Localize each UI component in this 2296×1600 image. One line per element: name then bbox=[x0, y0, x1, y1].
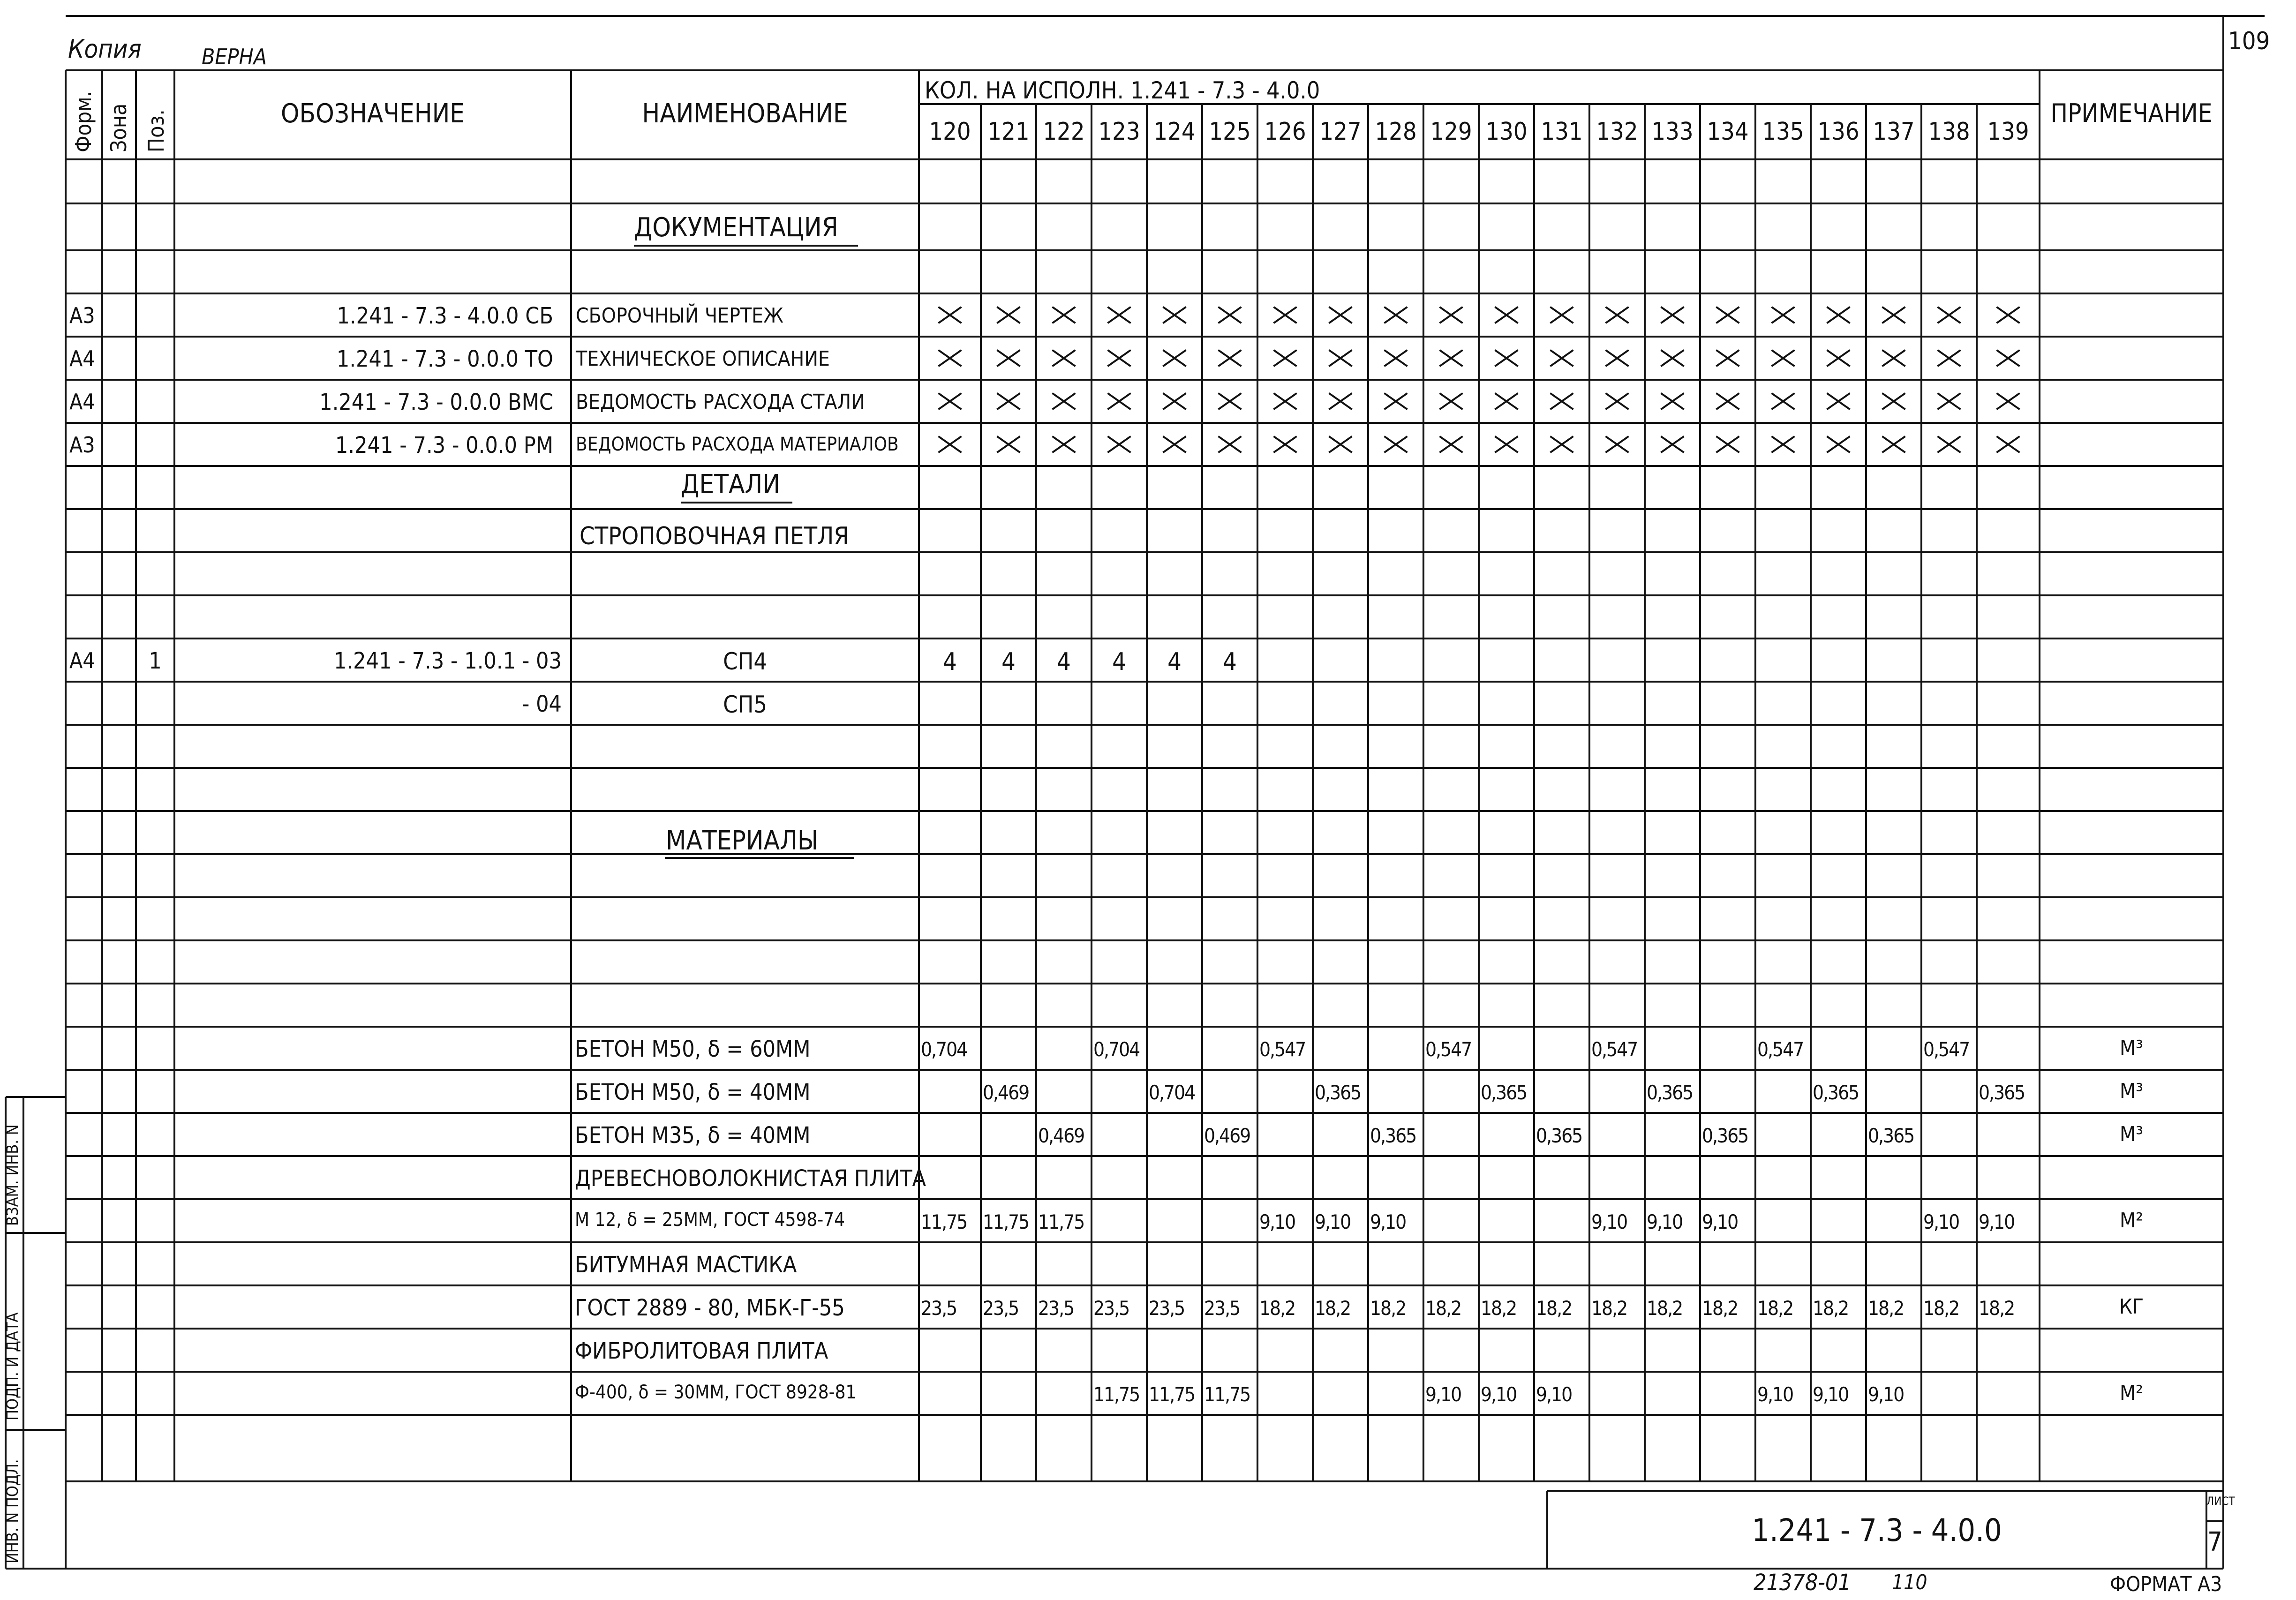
detail-name: СП5 bbox=[723, 691, 767, 718]
material-value: 18,2 bbox=[1979, 1297, 2015, 1320]
material-value: 18,2 bbox=[1702, 1297, 1738, 1320]
material-value: 0,547 bbox=[1591, 1038, 1638, 1061]
sheet-label: ЛИСТ bbox=[2206, 1495, 2235, 1508]
material-value: 0,365 bbox=[1979, 1081, 2025, 1104]
material-value: 23,5 bbox=[1204, 1297, 1240, 1320]
execution-header: 122 bbox=[1043, 118, 1085, 146]
cross-mark bbox=[1605, 303, 1629, 327]
section-details: ДЕТАЛИ bbox=[681, 469, 780, 500]
section-materials: МАТЕРИАЛЫ bbox=[666, 826, 819, 856]
cross-mark bbox=[1384, 389, 1408, 413]
detail-name: СП4 bbox=[723, 648, 767, 675]
material-value: 9,10 bbox=[1702, 1210, 1738, 1233]
material-value: 9,10 bbox=[1315, 1210, 1351, 1233]
cross-mark bbox=[1328, 389, 1353, 413]
material-value: 0,704 bbox=[1149, 1081, 1195, 1104]
cross-mark bbox=[1052, 346, 1076, 370]
doc-designation: 1.241 - 7.3 - 0.0.0 ТО bbox=[336, 346, 553, 372]
execution-header: 131 bbox=[1541, 118, 1583, 146]
cross-mark bbox=[1439, 303, 1463, 327]
cross-mark bbox=[1273, 432, 1297, 457]
execution-header: 130 bbox=[1485, 118, 1528, 146]
execution-header: 125 bbox=[1209, 118, 1251, 146]
sheet-number: 7 bbox=[2207, 1527, 2223, 1557]
cross-mark bbox=[1273, 303, 1297, 327]
execution-header: 138 bbox=[1928, 118, 1970, 146]
cross-mark bbox=[1716, 303, 1740, 327]
cross-mark bbox=[1052, 432, 1076, 457]
cross-mark bbox=[1771, 389, 1795, 413]
material-value: 0,365 bbox=[1370, 1124, 1416, 1147]
cross-mark bbox=[1882, 432, 1906, 457]
cross-mark bbox=[1218, 346, 1242, 370]
cross-mark bbox=[1716, 432, 1740, 457]
material-value: 0,365 bbox=[1702, 1124, 1748, 1147]
cross-mark bbox=[1218, 432, 1242, 457]
material-value: 18,2 bbox=[1591, 1297, 1627, 1320]
execution-header: 123 bbox=[1098, 118, 1140, 146]
material-value: 23,5 bbox=[1149, 1297, 1185, 1320]
detail-quantity: 4 bbox=[1001, 648, 1016, 676]
material-value: 11,75 bbox=[1149, 1383, 1195, 1406]
material-value: 18,2 bbox=[1757, 1297, 1793, 1320]
material-value: 0,547 bbox=[1259, 1038, 1306, 1061]
cross-mark bbox=[1660, 346, 1685, 370]
cross-mark bbox=[1052, 389, 1076, 413]
cross-mark bbox=[996, 432, 1021, 457]
material-name: М 12, δ = 25ММ, ГОСТ 4598-74 bbox=[575, 1209, 845, 1231]
execution-header: 124 bbox=[1153, 118, 1196, 146]
cross-mark bbox=[1328, 303, 1353, 327]
cross-mark bbox=[1605, 346, 1629, 370]
cross-mark bbox=[1218, 389, 1242, 413]
material-value: 0,547 bbox=[1425, 1038, 1472, 1061]
cross-mark bbox=[1107, 303, 1131, 327]
material-value: 9,10 bbox=[1259, 1210, 1295, 1233]
material-value: 23,5 bbox=[1093, 1297, 1129, 1320]
doc-designation: 1.241 - 7.3 - 0.0.0 РМ bbox=[335, 432, 553, 458]
material-value: 0,365 bbox=[1868, 1124, 1914, 1147]
cross-mark bbox=[1162, 432, 1187, 457]
execution-header: 121 bbox=[987, 118, 1030, 146]
material-value: 0,704 bbox=[1093, 1038, 1140, 1061]
section-documentation: ДОКУМЕНТАЦИЯ bbox=[634, 212, 838, 243]
cross-mark bbox=[1996, 346, 2020, 370]
header-quantity: КОЛ. НА ИСПОЛН. 1.241 - 7.3 - 4.0.0 bbox=[925, 77, 1320, 104]
doc-format: А4 bbox=[69, 389, 95, 414]
material-value: 0,365 bbox=[1481, 1081, 1527, 1104]
material-value: 11,75 bbox=[1093, 1383, 1140, 1406]
material-value: 18,2 bbox=[1481, 1297, 1517, 1320]
material-value: 9,10 bbox=[1757, 1383, 1793, 1406]
material-value: 9,10 bbox=[1923, 1210, 1959, 1233]
cross-mark bbox=[1826, 346, 1851, 370]
material-value: 18,2 bbox=[1536, 1297, 1572, 1320]
cross-mark bbox=[1384, 303, 1408, 327]
cross-mark bbox=[938, 346, 962, 370]
material-value: 9,10 bbox=[1591, 1210, 1627, 1233]
footer-format: ФОРМАТ А3 bbox=[2110, 1572, 2222, 1596]
cross-mark bbox=[1052, 303, 1076, 327]
stamp-inv-podl: ИНВ. N ПОДЛ. bbox=[3, 1459, 22, 1563]
execution-header: 135 bbox=[1762, 118, 1804, 146]
execution-header: 137 bbox=[1873, 118, 1915, 146]
detail-quantity: 4 bbox=[1057, 648, 1071, 676]
header-zone: Зона bbox=[106, 103, 131, 152]
cross-mark bbox=[1605, 432, 1629, 457]
material-value: 9,10 bbox=[1647, 1210, 1683, 1233]
doc-format: А4 bbox=[69, 346, 95, 371]
material-value: 9,10 bbox=[1481, 1383, 1517, 1406]
cross-mark bbox=[1550, 432, 1574, 457]
material-unit: М² bbox=[2119, 1209, 2143, 1232]
material-name: ФИБРОЛИТОВАЯ ПЛИТА bbox=[575, 1338, 828, 1364]
cross-mark bbox=[1162, 303, 1187, 327]
execution-header: 120 bbox=[929, 118, 971, 146]
cross-mark bbox=[1273, 389, 1297, 413]
material-value: 11,75 bbox=[1038, 1210, 1084, 1233]
cross-mark bbox=[1771, 303, 1795, 327]
material-value: 18,2 bbox=[1425, 1297, 1461, 1320]
material-unit: КГ bbox=[2119, 1295, 2144, 1319]
detail-designation: 1.241 - 7.3 - 1.0.1 - 03 bbox=[333, 648, 562, 674]
cross-mark bbox=[938, 389, 962, 413]
cross-mark bbox=[1716, 346, 1740, 370]
cross-mark bbox=[1273, 346, 1297, 370]
detail-format: А4 bbox=[69, 648, 95, 673]
cross-mark bbox=[1937, 389, 1961, 413]
cross-mark bbox=[1550, 389, 1574, 413]
cross-mark bbox=[1660, 303, 1685, 327]
material-name: БЕТОН М50, δ = 40ММ bbox=[575, 1079, 811, 1105]
cross-mark bbox=[1996, 389, 2020, 413]
cross-mark bbox=[1937, 346, 1961, 370]
detail-quantity: 4 bbox=[1167, 648, 1182, 676]
cross-mark bbox=[1660, 432, 1685, 457]
cross-mark bbox=[1439, 432, 1463, 457]
material-name: Ф-400, δ = 30ММ, ГОСТ 8928-81 bbox=[575, 1382, 857, 1403]
material-unit: М² bbox=[2119, 1381, 2143, 1405]
verified-label: ВЕРНА bbox=[202, 44, 267, 69]
material-value: 0,365 bbox=[1647, 1081, 1693, 1104]
cross-mark bbox=[1826, 389, 1851, 413]
title-block-designation: 1.241 - 7.3 - 4.0.0 bbox=[1752, 1512, 2002, 1548]
doc-name: ВЕДОМОСТЬ РАСХОДА МАТЕРИАЛОВ bbox=[576, 434, 899, 455]
cross-mark bbox=[1882, 303, 1906, 327]
stamp-vzam-inv: ВЗАМ. ИНВ. N bbox=[3, 1124, 22, 1226]
material-value: 23,5 bbox=[983, 1297, 1019, 1320]
cross-mark bbox=[1439, 389, 1463, 413]
material-value: 11,75 bbox=[983, 1210, 1029, 1233]
detail-designation: - 04 bbox=[522, 691, 562, 717]
doc-name: ТЕХНИЧЕСКОЕ ОПИСАНИЕ bbox=[576, 347, 830, 371]
cross-mark bbox=[1660, 389, 1685, 413]
cross-mark bbox=[1494, 389, 1519, 413]
cross-mark bbox=[1937, 303, 1961, 327]
doc-designation: 1.241 - 7.3 - 0.0.0 ВМС bbox=[319, 389, 553, 415]
execution-header: 129 bbox=[1430, 118, 1472, 146]
material-value: 0,704 bbox=[921, 1038, 967, 1061]
detail-position: 1 bbox=[149, 648, 162, 674]
cross-mark bbox=[1882, 389, 1906, 413]
cross-mark bbox=[996, 389, 1021, 413]
cross-mark bbox=[1882, 346, 1906, 370]
header-position: Поз. bbox=[143, 109, 169, 152]
detail-quantity: 4 bbox=[1223, 648, 1237, 676]
cross-mark bbox=[1384, 346, 1408, 370]
cross-mark bbox=[1996, 432, 2020, 457]
material-value: 18,2 bbox=[1315, 1297, 1351, 1320]
material-value: 9,10 bbox=[1536, 1383, 1572, 1406]
material-value: 18,2 bbox=[1868, 1297, 1904, 1320]
doc-format: А3 bbox=[69, 303, 95, 328]
execution-header: 126 bbox=[1264, 118, 1306, 146]
material-value: 23,5 bbox=[1038, 1297, 1074, 1320]
cross-mark bbox=[1605, 389, 1629, 413]
material-value: 0,469 bbox=[1204, 1124, 1250, 1147]
material-name: БИТУМНАЯ МАСТИКА bbox=[575, 1252, 797, 1278]
material-value: 18,2 bbox=[1647, 1297, 1683, 1320]
cross-mark bbox=[1771, 346, 1795, 370]
material-value: 18,2 bbox=[1370, 1297, 1406, 1320]
doc-name: ВЕДОМОСТЬ РАСХОДА СТАЛИ bbox=[576, 390, 865, 414]
cross-mark bbox=[1218, 303, 1242, 327]
cross-mark bbox=[1162, 346, 1187, 370]
cross-mark bbox=[1716, 389, 1740, 413]
cross-mark bbox=[1107, 432, 1131, 457]
cross-mark bbox=[1494, 432, 1519, 457]
cross-mark bbox=[1550, 346, 1574, 370]
material-value: 0,469 bbox=[1038, 1124, 1084, 1147]
cross-mark bbox=[1550, 303, 1574, 327]
stamp-podp-data: ПОДП. И ДАТА bbox=[3, 1312, 22, 1420]
cross-mark bbox=[1162, 389, 1187, 413]
execution-header: 134 bbox=[1707, 118, 1749, 146]
material-value: 0,547 bbox=[1757, 1038, 1804, 1061]
cross-mark bbox=[938, 303, 962, 327]
cross-mark bbox=[1771, 432, 1795, 457]
header-format: Форм. bbox=[71, 90, 96, 152]
header-designation: ОБОЗНАЧЕНИЕ bbox=[280, 98, 465, 129]
execution-header: 136 bbox=[1817, 118, 1859, 146]
material-name: БЕТОН М35, δ = 40ММ bbox=[575, 1122, 811, 1149]
details-group-title: СТРОПОВОЧНАЯ ПЕТЛЯ bbox=[580, 522, 849, 550]
material-value: 0,365 bbox=[1813, 1081, 1859, 1104]
material-name: БЕТОН М50, δ = 60ММ bbox=[575, 1036, 811, 1062]
material-value: 0,365 bbox=[1315, 1081, 1361, 1104]
doc-name: СБОРОЧНЫЙ ЧЕРТЕЖ bbox=[576, 304, 783, 328]
material-value: 18,2 bbox=[1813, 1297, 1849, 1320]
material-value: 0,469 bbox=[983, 1081, 1029, 1104]
footer-number: 110 bbox=[1892, 1570, 1927, 1594]
material-value: 0,547 bbox=[1923, 1038, 1970, 1061]
material-value: 9,10 bbox=[1979, 1210, 2015, 1233]
copy-label: Копия bbox=[68, 34, 142, 64]
cross-mark bbox=[1937, 432, 1961, 457]
cross-mark bbox=[1826, 432, 1851, 457]
material-value: 11,75 bbox=[1204, 1383, 1250, 1406]
detail-quantity: 4 bbox=[943, 648, 957, 676]
footer-order: 21378-01 bbox=[1754, 1570, 1851, 1596]
execution-header: 139 bbox=[1987, 118, 2029, 146]
material-unit: М³ bbox=[2119, 1036, 2143, 1060]
header-name: НАИМЕНОВАНИЕ bbox=[642, 98, 848, 129]
cross-mark bbox=[1107, 346, 1131, 370]
material-value: 9,10 bbox=[1813, 1383, 1849, 1406]
material-value: 18,2 bbox=[1923, 1297, 1959, 1320]
material-unit: М³ bbox=[2119, 1079, 2143, 1103]
cross-mark bbox=[1328, 346, 1353, 370]
material-value: 11,75 bbox=[921, 1210, 967, 1233]
material-value: 0,365 bbox=[1536, 1124, 1582, 1147]
material-value: 9,10 bbox=[1370, 1210, 1406, 1233]
material-name: ГОСТ 2889 - 80, МБК-Г-55 bbox=[575, 1295, 845, 1321]
cross-mark bbox=[1494, 303, 1519, 327]
cross-mark bbox=[1826, 303, 1851, 327]
cross-mark bbox=[1384, 432, 1408, 457]
cross-mark bbox=[996, 303, 1021, 327]
page-number: 109 bbox=[2228, 27, 2270, 55]
material-name: ДРЕВЕСНОВОЛОКНИСТАЯ ПЛИТА bbox=[575, 1165, 926, 1192]
cross-mark bbox=[1328, 432, 1353, 457]
material-value: 9,10 bbox=[1425, 1383, 1461, 1406]
material-unit: М³ bbox=[2119, 1122, 2143, 1146]
cross-mark bbox=[938, 432, 962, 457]
material-value: 23,5 bbox=[921, 1297, 957, 1320]
cross-mark bbox=[1494, 346, 1519, 370]
cross-mark bbox=[1107, 389, 1131, 413]
execution-header: 133 bbox=[1651, 118, 1694, 146]
detail-quantity: 4 bbox=[1112, 648, 1126, 676]
cross-mark bbox=[1996, 303, 2020, 327]
cross-mark bbox=[996, 346, 1021, 370]
doc-format: А3 bbox=[69, 432, 95, 458]
cross-mark bbox=[1439, 346, 1463, 370]
execution-header: 132 bbox=[1596, 118, 1638, 146]
header-note: ПРИМЕЧАНИЕ bbox=[2050, 98, 2213, 128]
execution-header: 128 bbox=[1375, 118, 1417, 146]
material-value: 9,10 bbox=[1868, 1383, 1904, 1406]
material-value: 18,2 bbox=[1259, 1297, 1295, 1320]
doc-designation: 1.241 - 7.3 - 4.0.0 СБ bbox=[337, 303, 553, 329]
execution-header: 127 bbox=[1319, 118, 1362, 146]
